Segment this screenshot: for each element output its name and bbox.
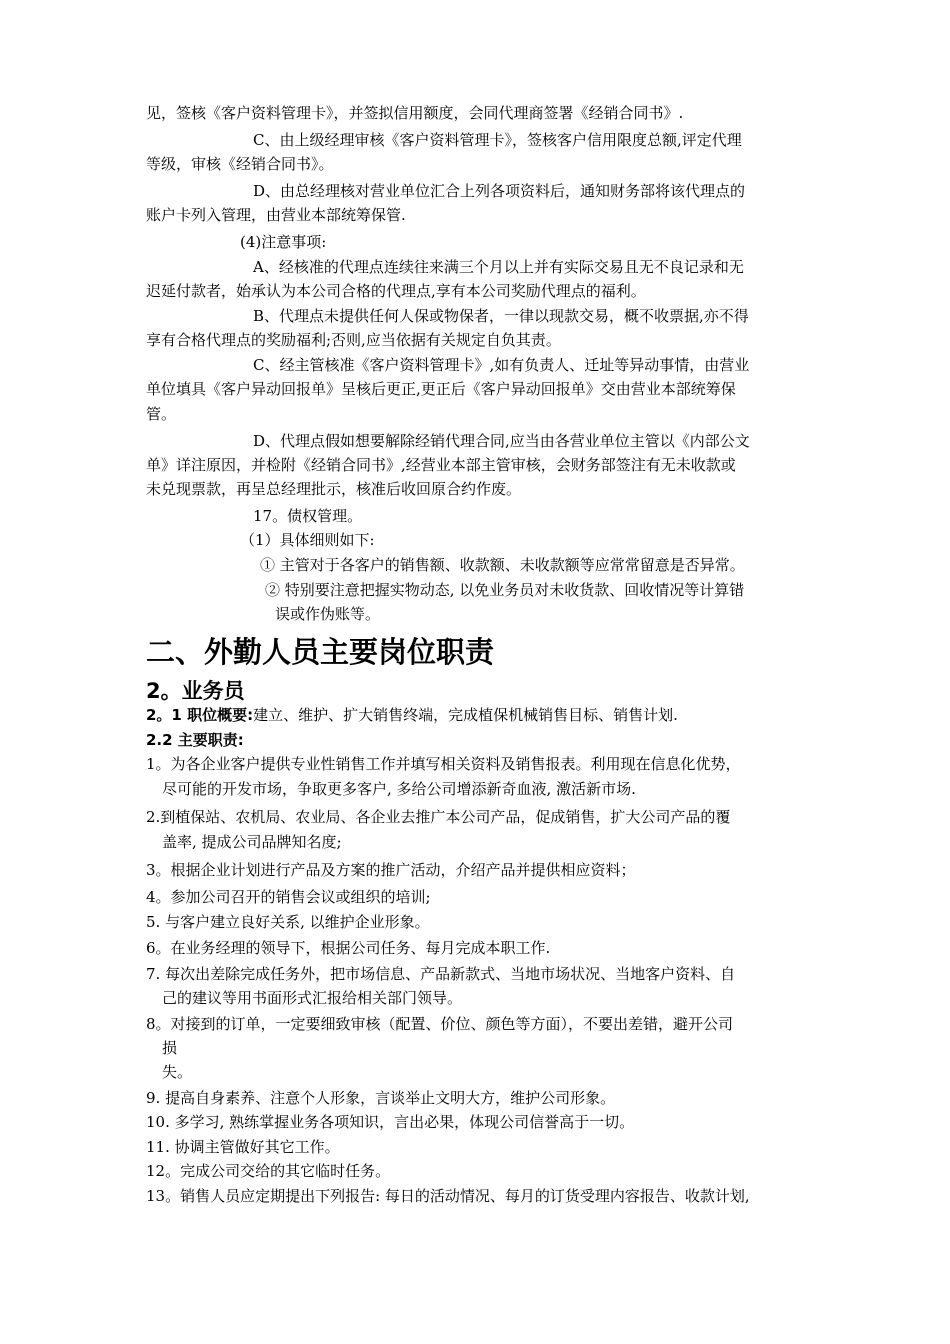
duty-line: 失。 xyxy=(162,1063,193,1081)
duty-line: 2.到植保站、农机局、农业局、各企业去推广本公司产品，促成销售，扩大公司产品的覆 xyxy=(146,808,731,826)
duty-line: 尽可能的开发市场，争取更多客户, 多给公司增添新奇血液, 激活新市场. xyxy=(162,780,636,798)
item-heading: 17。债权管理。 xyxy=(253,507,363,525)
list-item-continuation: 误或作伪账等。 xyxy=(275,605,381,623)
duty-line: 8。对接到的订单，一定要细致审核（配置、价位、颜色等方面），不要出差错，避开公司 xyxy=(146,1015,734,1033)
duty-line: 7. 每次出差除完成任务外，把市场信息、产品新款式、当地市场状况、当地客户资料、自 xyxy=(146,965,736,983)
paragraph-line: D、由总经理核对营业单位汇合上列各项资料后，通知财务部将该代理点的 xyxy=(253,182,746,200)
paragraph-line: 账户卡列入管理，由营业本部统筹保管. xyxy=(146,206,406,224)
duty-line: 4。参加公司召开的销售会议或组织的培训; xyxy=(146,888,431,906)
paragraph-line: C、由上级经理审核《客户资料管理卡》，签核客户信用限度总额,评定代理 xyxy=(253,131,742,149)
paragraph-line: 迟延付款者，始承认为本公司合格的代理点,享有本公司奖励代理点的福利。 xyxy=(146,282,646,300)
duty-line: 13。销售人员应定期提出下列报告: 每日的活动情况、每月的订货受理内容报告、收款计划, xyxy=(146,1187,750,1205)
duty-line: 9. 提高自身素养、注意个人形象，言谈举止文明大方，维护公司形象。 xyxy=(146,1089,616,1107)
overview-label: 2。1 职位概要: xyxy=(146,706,254,724)
duty-line: 3。根据企业计划进行产品及方案的推广活动，介绍产品并提供相应资料； xyxy=(146,861,636,879)
paragraph-line: B、代理点未提供任何人保或物保者，一律以现款交易，概不收票据,亦不得 xyxy=(253,307,749,325)
paragraph-line: 未兑现票款，再呈总经理批示，核准后收回原合约作废。 xyxy=(146,480,522,498)
duty-line: 己的建议等用书面形式汇报给相关部门领导。 xyxy=(162,989,463,1007)
duty-line: 1。为各企业客户提供专业性销售工作并填写相关资料及销售报表。利用现在信息化优势， xyxy=(146,755,741,773)
paragraph-line: C、经主管核准《客户资料管理卡》,如有负责人、迁址等异动事情，由营业 xyxy=(253,356,750,374)
paragraph-line: D、代理点假如想要解除经销代理合同,应当由各营业单位主管以《内部公文 xyxy=(253,432,750,450)
paragraph-line: 单位填具《客户异动回报单》呈核后更正,更正后《客户异动回报单》交由营业本部统筹保 xyxy=(146,380,736,398)
list-item: ② 特别要注意把握实物动态, 以免业务员对未收货款、回收情况等计算错 xyxy=(265,581,745,599)
overview-text: 建立、维护、扩大销售终端，完成植保机械销售目标、销售计划. xyxy=(253,706,678,724)
paragraph-line: 单》详注原因，并检附《经销合同书》,经营业本部主管审核，会财务部签注有无未收款或 xyxy=(146,456,736,474)
duty-line: 10. 多学习, 熟练掌握业务各项知识，言出必果，体现公司信誉高于一切。 xyxy=(146,1113,635,1131)
duty-line: 12。完成公司交给的其它临时任务。 xyxy=(146,1162,391,1180)
duties-label: 2.2 主要职责: xyxy=(146,731,244,749)
overview-line xyxy=(146,706,678,724)
paragraph-line: A、经核准的代理点连续往来满三个月以上并有实际交易且无不良记录和无 xyxy=(253,258,744,276)
paragraph-line: 享有合格代理点的奖励福利;否则,应当依据有关规定自负其责。 xyxy=(146,331,561,349)
duty-line: 6。在业务经理的领导下，根据公司任务、每月完成本职工作. xyxy=(146,939,551,957)
paragraph-line: 管。 xyxy=(146,405,177,423)
list-item: ① 主管对于各客户的销售额、收款额、未收款额等应常常留意是否异常。 xyxy=(260,556,745,574)
subsection-title: 2。业务员 xyxy=(146,679,245,703)
section-heading: 二、外勤人员主要岗位职责 xyxy=(146,635,495,669)
duty-line: 5. 与客户建立良好关系, 以维护企业形象。 xyxy=(146,913,430,931)
paragraph-line: 见，签核《客户资料管理卡》，并签拟信用额度，会同代理商签署《经销合同书》. xyxy=(146,104,684,122)
duty-line: 损 xyxy=(162,1039,178,1057)
subsection-heading: (4)注意事项: xyxy=(240,233,327,251)
duty-line: 11. 协调主管做好其它工作。 xyxy=(146,1138,340,1156)
duty-line: 盖率, 提成公司品牌知名度; xyxy=(162,833,342,851)
subsection-heading: （1）具体细则如下: xyxy=(240,531,375,549)
paragraph-line: 等级，审核《经销合同书》。 xyxy=(146,155,334,173)
